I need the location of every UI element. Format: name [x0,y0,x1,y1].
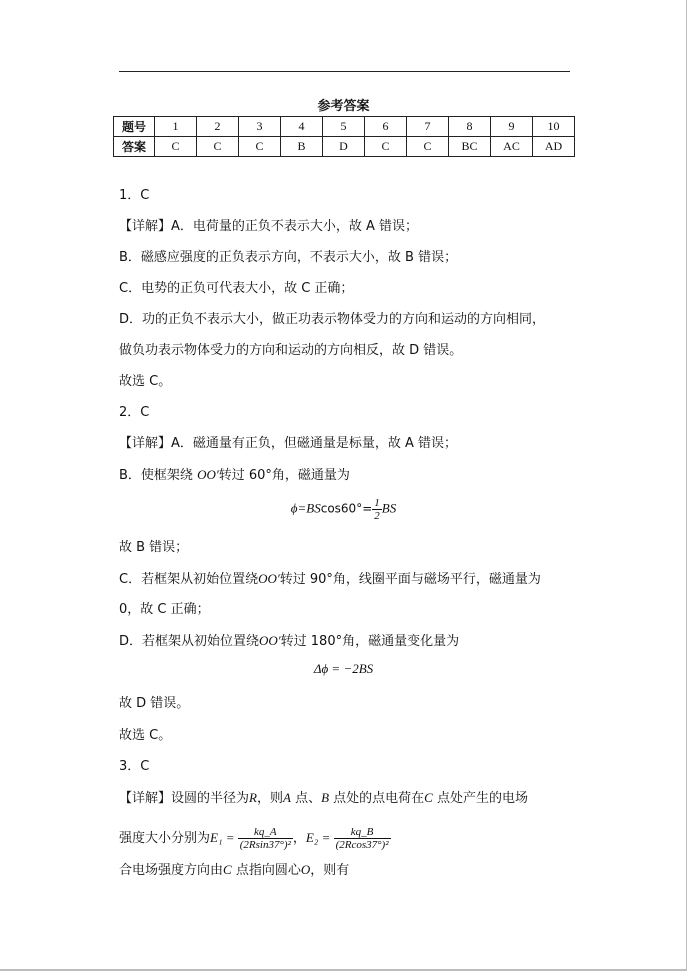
q2-d-text-post: 转过 180°角，磁通量变化量为 [280,634,460,649]
question-3-heading: 3．C [119,759,150,774]
table-cell: 6 [365,117,407,137]
table-cell: AC [491,137,533,157]
table-cell: B [281,137,323,157]
q2-b-conclusion: 故 B 错误； [119,540,189,555]
header-rule [119,71,570,72]
table-cell: 10 [533,117,575,137]
q3-a3-post: ，则有 [310,863,350,878]
q2-formula-flux [0,497,687,522]
q3-a1-mid: ，则 [256,791,283,806]
q2-conclusion: 故选 C。 [119,728,172,743]
q3-a1-A: A [282,790,291,805]
q1-detail-b: B．磁感应强度的正负表示方向，不表示大小，故 B 错误； [119,250,458,265]
q3-e1-numerator: kq_A [238,826,293,839]
q3-a1-R: R [249,790,257,805]
page-title: 参考答案 [317,99,370,114]
q2-f1-fraction [372,497,382,522]
q2-detail-b [119,466,350,485]
q2-b-text-pre: B．使框架绕 [119,468,198,483]
q2-d-axis: OO′ [259,633,281,648]
q3-detail-1 [119,789,528,808]
q3-a1-B: B [321,790,330,805]
table-cell: C [155,137,197,157]
q1-detail-a: 【详解】A．电荷量的正负不表示大小，故 A 错误； [119,219,419,234]
q2-f1-right: BS [381,500,397,516]
table-cell: BC [449,137,491,157]
q2-detail-d [119,632,459,651]
q2-b-text-post: 转过 60°角，磁通量为 [218,468,350,483]
table-cell: C [239,137,281,157]
q2-detail-c2: 0，故 C 正确； [119,602,210,617]
table-cell: 1 [155,117,197,137]
q3-detail-2 [119,826,391,851]
q3-e1-denominator: (2Rsin37°)² [239,839,291,851]
q1-detail-d1: D．功的正负不表示大小，做正功表示物体受力的方向和运动的方向相同， [119,312,546,327]
q3-e2-fraction [334,826,391,851]
q3-a1-mid2: 点、 [290,791,322,806]
q3-a1-C: C [424,790,433,805]
q2-f1-mid: cos60°= [320,501,373,516]
q3-a3-mid: 点指向圆心 [231,863,301,878]
table-cell: AD [533,137,575,157]
q3-e2-numerator: kq_B [334,826,391,839]
q3-e2-label: E₂ = [305,830,334,845]
q2-formula-delta-flux: Δϕ = −2BS [313,661,374,676]
table-cell: 3 [239,117,281,137]
row-label-number: 题号 [114,117,155,137]
table-cell: 8 [449,117,491,137]
table-cell: C [365,137,407,157]
table-cell: 7 [407,117,449,137]
answer-table [113,116,575,157]
q3-separator: ， [292,831,306,846]
table-cell: C [407,137,449,157]
q1-detail-d2: 做负功表示物体受力的方向和运动的方向相反，故 D 错误。 [119,343,463,358]
q1-conclusion: 故选 C。 [119,374,172,389]
q2-f1-numerator: 1 [374,497,380,509]
q3-a3-pre: 合电场强度方向由 [119,863,224,878]
q2-d-text-pre: D．若框架从初始位置绕 [119,634,260,649]
q3-detail-3 [119,861,349,880]
q2-f1-left: ϕ=BS [290,500,321,516]
q3-a3-C: C [223,862,232,877]
table-cell: 5 [323,117,365,137]
q3-e1-label: E₁ = [210,830,238,845]
q3-a1-post: 点处产生的电场 [432,791,528,806]
q2-c1-text-post: 转过 90°角，线圈平面与磁场平行，磁通量为 [279,572,541,587]
q1-detail-c: C．电势的正负可代表大小，故 C 正确； [119,281,354,296]
q2-c1-text-pre: C．若框架从初始位置绕 [119,572,259,587]
table-cell: 9 [491,117,533,137]
q2-f1-denominator: 2 [374,510,380,522]
table-cell: 4 [281,117,323,137]
table-cell: D [323,137,365,157]
q2-d-conclusion: 故 D 错误。 [119,696,190,711]
question-2-heading: 2．C [119,405,150,420]
table-cell: 2 [197,117,239,137]
question-1-heading: 1．C [119,188,150,203]
q2-b-axis: OO′ [197,467,219,482]
q2-detail-a: 【详解】A．磁通量有正负，但磁通量是标量，故 A 错误； [119,436,458,451]
table-row-answers [114,137,575,157]
q3-a1-pre: 【详解】设圆的半径为 [119,791,250,806]
q3-a3-O: O [300,862,311,877]
table-row-numbers [114,117,575,137]
q3-e2-denominator: (2Rcos37°)² [335,839,389,851]
row-label-answer: 答案 [114,137,155,157]
q3-a2-pre: 强度大小分别为 [119,831,211,846]
table-cell: C [197,137,239,157]
q2-c1-axis: OO′ [258,571,280,586]
q3-a1-mid3: 点处的点电荷在 [329,791,425,806]
q3-e1-fraction [238,826,293,851]
q2-detail-c1 [119,570,541,589]
